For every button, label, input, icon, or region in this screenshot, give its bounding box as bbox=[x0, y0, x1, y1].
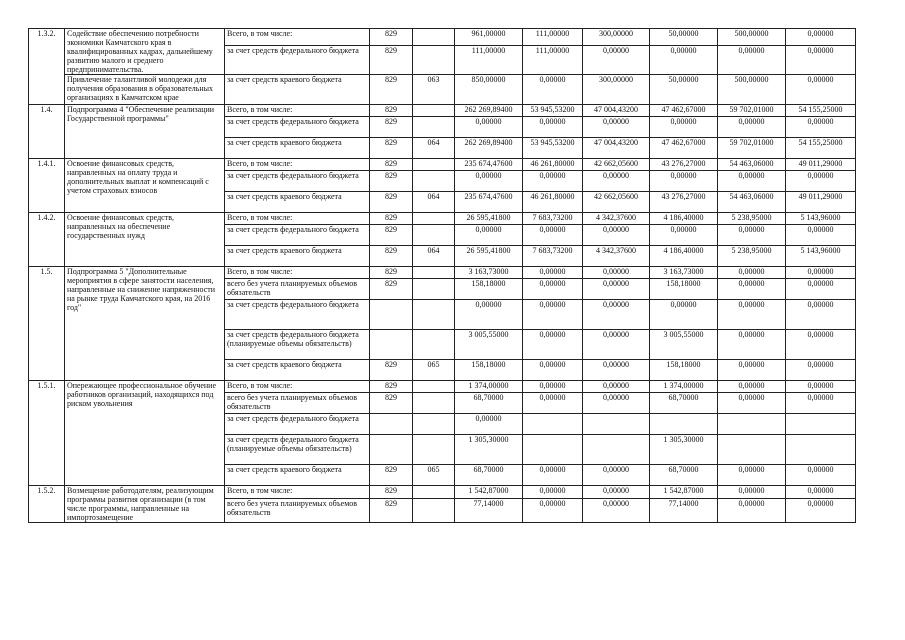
program-code bbox=[413, 267, 455, 279]
item-title: Подпрограмма 5 "Дополнительные мероприятия в сфере занятости населения, направленные на снижение напряженности на рынке труда Камчатского края, на 2016 год" bbox=[65, 267, 225, 381]
amount-year: 0,00000 bbox=[523, 279, 583, 300]
amount-total: 26 595,41800 bbox=[455, 246, 523, 267]
amount-year: 111,00000 bbox=[523, 45, 583, 74]
item-number: 1.5. bbox=[29, 267, 65, 381]
table-row bbox=[29, 75, 856, 105]
amount-year: 0,00000 bbox=[523, 486, 583, 499]
funding-source: за счет средств федерального бюджета (планируемые объемы обязательств) bbox=[225, 330, 370, 360]
amount-year: 0,00000 bbox=[523, 267, 583, 279]
amount-year bbox=[523, 435, 583, 465]
amount-year: 68,70000 bbox=[650, 465, 718, 486]
amount-year bbox=[718, 435, 786, 465]
program-code bbox=[413, 105, 455, 117]
amount-year: 4 186,40000 bbox=[650, 213, 718, 225]
grbs-code: 829 bbox=[370, 246, 413, 267]
amount-year: 158,18000 bbox=[650, 279, 718, 300]
amount-total: 111,00000 bbox=[455, 45, 523, 74]
amount-total: 26 595,41800 bbox=[455, 213, 523, 225]
amount-year: 0,00000 bbox=[523, 117, 583, 138]
amount-year: 7 683,73200 bbox=[523, 213, 583, 225]
amount-total: 68,70000 bbox=[455, 465, 523, 486]
amount-year: 0,00000 bbox=[583, 279, 650, 300]
funding-source: за счет средств краевого бюджета bbox=[225, 138, 370, 159]
amount-year: 0,00000 bbox=[583, 393, 650, 414]
amount-year: 3 163,73000 bbox=[650, 267, 718, 279]
amount-year: 0,00000 bbox=[718, 465, 786, 486]
table-row bbox=[29, 486, 856, 499]
program-code: 064 bbox=[413, 138, 455, 159]
amount-year: 0,00000 bbox=[523, 330, 583, 360]
amount-year: 300,00000 bbox=[583, 29, 650, 46]
amount-year bbox=[523, 414, 583, 435]
amount-year: 0,00000 bbox=[583, 45, 650, 74]
funding-source: за счет средств федерального бюджета bbox=[225, 414, 370, 435]
amount-year: 53 945,53200 bbox=[523, 138, 583, 159]
amount-year: 0,00000 bbox=[718, 45, 786, 74]
amount-total: 3 163,73000 bbox=[455, 267, 523, 279]
amount-total: 262 269,89400 bbox=[455, 105, 523, 117]
amount-total: 1 305,30000 bbox=[455, 435, 523, 465]
amount-year: 0,00000 bbox=[786, 279, 856, 300]
program-code: 064 bbox=[413, 192, 455, 213]
amount-year: 68,70000 bbox=[650, 393, 718, 414]
program-code bbox=[413, 29, 455, 46]
amount-year bbox=[583, 435, 650, 465]
program-code bbox=[413, 381, 455, 393]
item-title: Освоение финансовых средств, направленных на обеспечение государственных нужд bbox=[65, 213, 225, 267]
program-code bbox=[413, 171, 455, 192]
funding-source: всего без учета планируемых объемов обязательств bbox=[225, 499, 370, 523]
item-number: 1.3.2. bbox=[29, 29, 65, 105]
grbs-code: 829 bbox=[370, 279, 413, 300]
grbs-code: 829 bbox=[370, 159, 413, 171]
amount-year: 0,00000 bbox=[523, 75, 583, 105]
grbs-code: 829 bbox=[370, 499, 413, 523]
grbs-code bbox=[370, 414, 413, 435]
amount-year: 0,00000 bbox=[786, 393, 856, 414]
program-code bbox=[413, 330, 455, 360]
item-title: Содействие обеспечению потребности экономики Камчатского края в квалифицированных кадрах, дальнейшему развитию малого и среднего предпринимательства. bbox=[65, 29, 225, 75]
amount-total: 961,00000 bbox=[455, 29, 523, 46]
grbs-code: 829 bbox=[370, 138, 413, 159]
grbs-code: 829 bbox=[370, 29, 413, 46]
funding-source: Всего, в том числе: bbox=[225, 267, 370, 279]
program-code: 065 bbox=[413, 465, 455, 486]
amount-year: 4 342,37600 bbox=[583, 213, 650, 225]
amount-year: 54 463,06000 bbox=[718, 192, 786, 213]
funding-source: Всего, в том числе: bbox=[225, 159, 370, 171]
budget-table-body bbox=[29, 29, 856, 523]
amount-year: 47 004,43200 bbox=[583, 105, 650, 117]
amount-year: 500,00000 bbox=[718, 29, 786, 46]
grbs-code: 829 bbox=[370, 267, 413, 279]
funding-source: Всего, в том числе: bbox=[225, 381, 370, 393]
amount-total: 158,18000 bbox=[455, 279, 523, 300]
funding-source: Всего, в том числе: bbox=[225, 486, 370, 499]
program-code: 065 bbox=[413, 360, 455, 381]
amount-year: 47 462,67000 bbox=[650, 105, 718, 117]
amount-total: 1 542,87000 bbox=[455, 486, 523, 499]
amount-year: 0,00000 bbox=[523, 381, 583, 393]
amount-year: 0,00000 bbox=[650, 45, 718, 74]
amount-year: 500,00000 bbox=[718, 75, 786, 105]
amount-year: 0,00000 bbox=[650, 225, 718, 246]
amount-total: 1 374,00000 bbox=[455, 381, 523, 393]
amount-year bbox=[718, 414, 786, 435]
amount-year: 0,00000 bbox=[786, 75, 856, 105]
funding-source: за счет средств федерального бюджета (планируемые объемы обязательств) bbox=[225, 435, 370, 465]
amount-year: 0,00000 bbox=[523, 360, 583, 381]
amount-year: 53 945,53200 bbox=[523, 105, 583, 117]
program-code bbox=[413, 435, 455, 465]
amount-year: 0,00000 bbox=[523, 225, 583, 246]
grbs-code: 829 bbox=[370, 465, 413, 486]
grbs-code: 829 bbox=[370, 192, 413, 213]
amount-year: 0,00000 bbox=[583, 465, 650, 486]
amount-year: 0,00000 bbox=[786, 499, 856, 523]
amount-year: 43 276,27000 bbox=[650, 159, 718, 171]
amount-year: 0,00000 bbox=[718, 300, 786, 330]
amount-year bbox=[786, 435, 856, 465]
amount-total: 0,00000 bbox=[455, 414, 523, 435]
funding-source: за счет средств федерального бюджета bbox=[225, 225, 370, 246]
amount-year: 47 462,67000 bbox=[650, 138, 718, 159]
amount-total: 3 005,55000 bbox=[455, 330, 523, 360]
amount-year: 0,00000 bbox=[583, 171, 650, 192]
budget-table bbox=[28, 28, 856, 523]
funding-source: Всего, в том числе: bbox=[225, 105, 370, 117]
amount-year bbox=[650, 414, 718, 435]
amount-year: 0,00000 bbox=[786, 381, 856, 393]
program-code bbox=[413, 159, 455, 171]
item-number: 1.4.1. bbox=[29, 159, 65, 213]
funding-source: за счет средств федерального бюджета bbox=[225, 45, 370, 74]
amount-year: 0,00000 bbox=[583, 117, 650, 138]
funding-source: за счет средств краевого бюджета bbox=[225, 465, 370, 486]
funding-source: за счет средств краевого бюджета bbox=[225, 75, 370, 105]
grbs-code: 829 bbox=[370, 45, 413, 74]
item-number: 1.5.1. bbox=[29, 381, 65, 486]
amount-year: 59 702,01000 bbox=[718, 105, 786, 117]
amount-year: 0,00000 bbox=[718, 486, 786, 499]
amount-total: 850,00000 bbox=[455, 75, 523, 105]
amount-year: 42 662,05600 bbox=[583, 192, 650, 213]
amount-year: 54 155,25000 bbox=[786, 105, 856, 117]
amount-year: 0,00000 bbox=[786, 45, 856, 74]
item-number: 1.4. bbox=[29, 105, 65, 159]
amount-year: 49 011,29000 bbox=[786, 159, 856, 171]
amount-year: 0,00000 bbox=[650, 117, 718, 138]
table-row bbox=[29, 213, 856, 225]
program-code bbox=[413, 486, 455, 499]
amount-year: 0,00000 bbox=[583, 486, 650, 499]
grbs-code: 829 bbox=[370, 225, 413, 246]
program-code bbox=[413, 393, 455, 414]
item-title: Подпрограмма 4 "Обеспечение реализации Государственной программы" bbox=[65, 105, 225, 159]
item-title: Опережающее профессиональное обучение работников организаций, находящихся под риском увольнения bbox=[65, 381, 225, 486]
amount-year: 0,00000 bbox=[786, 465, 856, 486]
amount-year: 47 004,43200 bbox=[583, 138, 650, 159]
table-row bbox=[29, 381, 856, 393]
amount-year: 4 342,37600 bbox=[583, 246, 650, 267]
amount-year: 49 011,29000 bbox=[786, 192, 856, 213]
amount-year: 0,00000 bbox=[786, 225, 856, 246]
amount-year: 0,00000 bbox=[718, 381, 786, 393]
amount-total: 0,00000 bbox=[455, 300, 523, 330]
amount-year: 0,00000 bbox=[718, 225, 786, 246]
amount-year: 0,00000 bbox=[523, 171, 583, 192]
amount-year: 5 238,95000 bbox=[718, 246, 786, 267]
grbs-code bbox=[370, 435, 413, 465]
amount-year: 42 662,05600 bbox=[583, 159, 650, 171]
amount-year: 0,00000 bbox=[583, 330, 650, 360]
grbs-code: 829 bbox=[370, 171, 413, 192]
amount-year: 0,00000 bbox=[786, 300, 856, 330]
amount-year: 0,00000 bbox=[718, 360, 786, 381]
amount-year: 0,00000 bbox=[583, 300, 650, 330]
funding-source: Всего, в том числе: bbox=[225, 29, 370, 46]
amount-year: 3 005,55000 bbox=[650, 330, 718, 360]
amount-year: 0,00000 bbox=[786, 330, 856, 360]
amount-year: 0,00000 bbox=[786, 171, 856, 192]
funding-source: за счет средств краевого бюджета bbox=[225, 246, 370, 267]
amount-year: 300,00000 bbox=[583, 75, 650, 105]
amount-year: 7 683,73200 bbox=[523, 246, 583, 267]
amount-year: 1 305,30000 bbox=[650, 435, 718, 465]
program-code bbox=[413, 45, 455, 74]
program-code: 064 bbox=[413, 246, 455, 267]
amount-year: 0,00000 bbox=[718, 279, 786, 300]
amount-year: 1 542,87000 bbox=[650, 486, 718, 499]
amount-year: 0,00000 bbox=[786, 267, 856, 279]
amount-year: 54 463,06000 bbox=[718, 159, 786, 171]
funding-source: за счет средств федерального бюджета bbox=[225, 300, 370, 330]
funding-source: за счет средств краевого бюджета bbox=[225, 192, 370, 213]
item-title: Возмещение работодателям, реализующим программы развития организации (в том числе программы, направленные на импортозамещение bbox=[65, 486, 225, 523]
amount-total: 235 674,47600 bbox=[455, 192, 523, 213]
program-code bbox=[413, 499, 455, 523]
program-code: 063 bbox=[413, 75, 455, 105]
amount-total: 0,00000 bbox=[455, 171, 523, 192]
amount-year: 46 261,80000 bbox=[523, 192, 583, 213]
amount-year: 50,00000 bbox=[650, 75, 718, 105]
grbs-code: 829 bbox=[370, 360, 413, 381]
funding-source: за счет средств федерального бюджета bbox=[225, 117, 370, 138]
item-title: Освоение финансовых средств, направленных на оплату труда и дополнительных выплат и компенсаций с учетом страховых взносов bbox=[65, 159, 225, 213]
amount-year: 0,00000 bbox=[583, 225, 650, 246]
item-title-continued: Привлечение талантливой молодежи для получения образования в образовательных организациях в Камчатском крае bbox=[65, 75, 225, 105]
program-code bbox=[413, 117, 455, 138]
amount-year: 4 186,40000 bbox=[650, 246, 718, 267]
amount-total: 0,00000 bbox=[455, 225, 523, 246]
amount-total: 77,14000 bbox=[455, 499, 523, 523]
amount-year: 77,14000 bbox=[650, 499, 718, 523]
amount-year: 0,00000 bbox=[786, 360, 856, 381]
amount-year: 50,00000 bbox=[650, 29, 718, 46]
amount-year: 5 238,95000 bbox=[718, 213, 786, 225]
program-code bbox=[413, 300, 455, 330]
amount-year: 0,00000 bbox=[523, 393, 583, 414]
grbs-code: 829 bbox=[370, 105, 413, 117]
table-row bbox=[29, 267, 856, 279]
budget-table-sheet bbox=[28, 28, 856, 523]
program-code bbox=[413, 213, 455, 225]
amount-total: 0,00000 bbox=[455, 117, 523, 138]
amount-year: 0,00000 bbox=[718, 499, 786, 523]
amount-year: 0,00000 bbox=[583, 267, 650, 279]
amount-year: 0,00000 bbox=[650, 171, 718, 192]
amount-year: 0,00000 bbox=[786, 486, 856, 499]
amount-year: 0,00000 bbox=[718, 393, 786, 414]
amount-year: 5 143,96000 bbox=[786, 246, 856, 267]
amount-year: 0,00000 bbox=[718, 330, 786, 360]
amount-year: 0,00000 bbox=[523, 465, 583, 486]
funding-source: за счет средств краевого бюджета bbox=[225, 360, 370, 381]
funding-source: всего без учета планируемых объемов обязательств bbox=[225, 393, 370, 414]
grbs-code: 829 bbox=[370, 117, 413, 138]
grbs-code: 829 bbox=[370, 75, 413, 105]
amount-year: 0,00000 bbox=[583, 499, 650, 523]
amount-year: 0,00000 bbox=[718, 267, 786, 279]
grbs-code bbox=[370, 330, 413, 360]
table-row bbox=[29, 159, 856, 171]
table-row bbox=[29, 105, 856, 117]
amount-year: 0,00000 bbox=[583, 360, 650, 381]
amount-year: 43 276,27000 bbox=[650, 192, 718, 213]
item-number: 1.4.2. bbox=[29, 213, 65, 267]
amount-year: 0,00000 bbox=[718, 171, 786, 192]
funding-source: Всего, в том числе: bbox=[225, 213, 370, 225]
amount-year: 54 155,25000 bbox=[786, 138, 856, 159]
grbs-code: 829 bbox=[370, 213, 413, 225]
amount-total: 235 674,47600 bbox=[455, 159, 523, 171]
amount-year: 1 374,00000 bbox=[650, 381, 718, 393]
amount-total: 68,70000 bbox=[455, 393, 523, 414]
amount-year: 0,00000 bbox=[650, 300, 718, 330]
amount-year: 0,00000 bbox=[786, 117, 856, 138]
grbs-code: 829 bbox=[370, 393, 413, 414]
amount-year: 0,00000 bbox=[786, 29, 856, 46]
funding-source: за счет средств федерального бюджета bbox=[225, 171, 370, 192]
program-code bbox=[413, 279, 455, 300]
program-code bbox=[413, 414, 455, 435]
amount-total: 262 269,89400 bbox=[455, 138, 523, 159]
amount-year bbox=[786, 414, 856, 435]
grbs-code: 829 bbox=[370, 486, 413, 499]
amount-year: 158,18000 bbox=[650, 360, 718, 381]
amount-year bbox=[583, 414, 650, 435]
amount-year: 0,00000 bbox=[523, 499, 583, 523]
table-row bbox=[29, 29, 856, 46]
item-number: 1.5.2. bbox=[29, 486, 65, 523]
program-code bbox=[413, 225, 455, 246]
amount-year: 0,00000 bbox=[583, 381, 650, 393]
grbs-code: 829 bbox=[370, 381, 413, 393]
funding-source: всего без учета планируемых объемов обязательств bbox=[225, 279, 370, 300]
amount-year: 5 143,96000 bbox=[786, 213, 856, 225]
amount-year: 0,00000 bbox=[523, 300, 583, 330]
amount-year: 0,00000 bbox=[718, 117, 786, 138]
grbs-code bbox=[370, 300, 413, 330]
amount-total: 158,18000 bbox=[455, 360, 523, 381]
amount-year: 59 702,01000 bbox=[718, 138, 786, 159]
amount-year: 111,00000 bbox=[523, 29, 583, 46]
amount-year: 46 261,80000 bbox=[523, 159, 583, 171]
